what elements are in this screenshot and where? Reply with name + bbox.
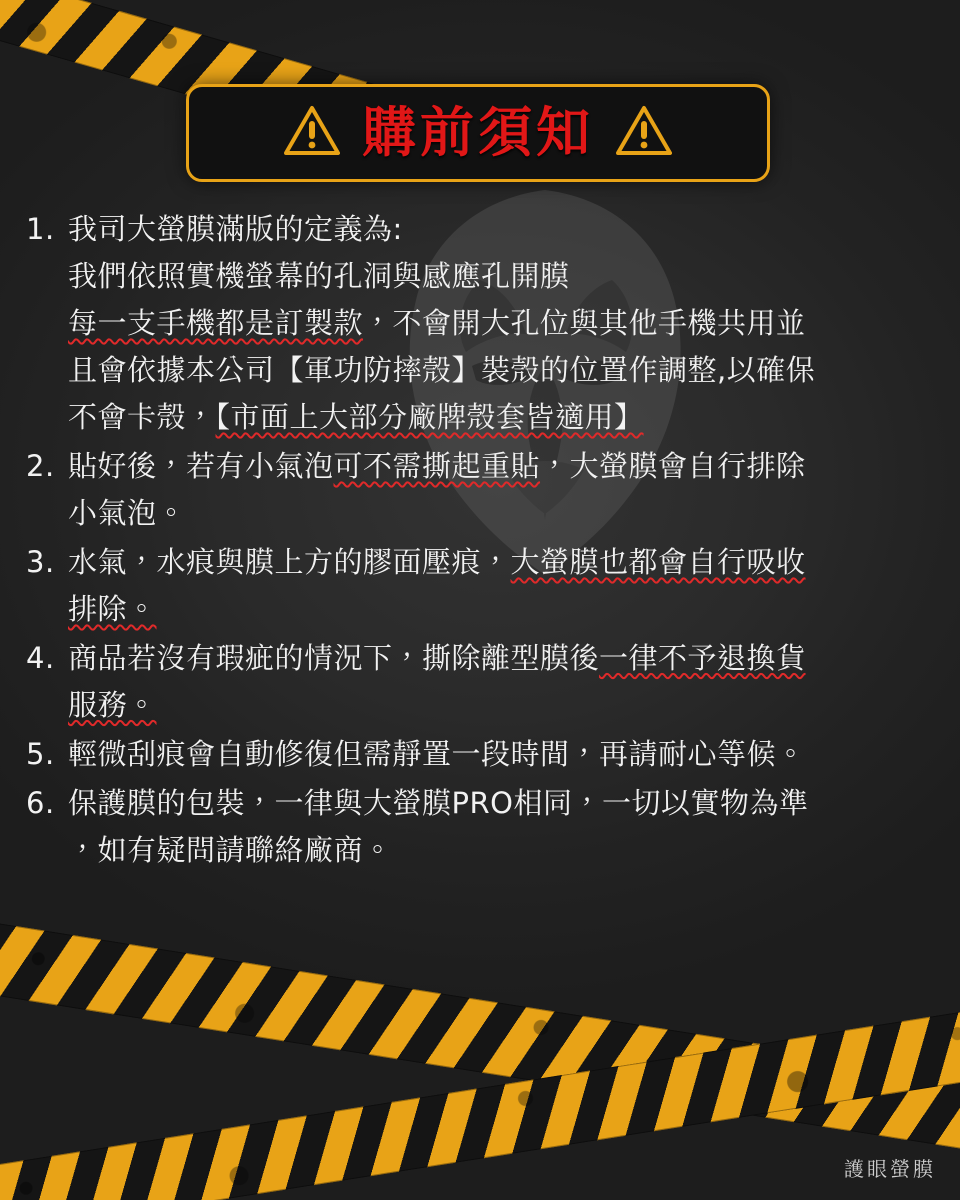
list-item-number: 6. [26, 785, 55, 820]
list-item [26, 206, 938, 441]
notice-list [26, 206, 938, 876]
list-item-text [68, 206, 938, 441]
note-line-emphasis: 每一支手機都是訂製款 [68, 305, 364, 340]
brand-footer: 護眼螢膜 [844, 1157, 936, 1181]
note-line: 小氣泡。 [68, 495, 187, 530]
list-item-text [68, 731, 938, 778]
title-banner [186, 84, 770, 182]
note-line: 輕微刮痕會自動修復但需靜置一段時間，再請耐心等候。 [68, 736, 806, 771]
list-item [26, 635, 938, 729]
note-line: 貼好後，若有小氣泡 [68, 448, 334, 483]
list-item-text [68, 443, 938, 537]
list-item [26, 539, 938, 633]
note-line: ，不會開大孔位與其他手機共用並 [363, 305, 806, 340]
note-line-emphasis: 大螢膜也都會自行吸收 [510, 544, 806, 579]
note-line: 不會卡殼， [68, 399, 216, 434]
list-item [26, 731, 938, 778]
note-line: 我司大螢膜滿版的定義為: [68, 212, 403, 246]
list-item-number: 5. [26, 736, 55, 771]
note-line: 水氣，水痕與膜上方的膠面壓痕， [68, 544, 511, 579]
note-line: 商品若沒有瑕疵的情況下，撕除離型膜後 [68, 640, 600, 675]
note-line: ，如有疑問請聯絡廠商。 [68, 832, 393, 867]
note-line-emphasis: 【市面上大部分廠牌殼套皆適用】 [215, 399, 644, 434]
list-item-number: 1. [26, 212, 55, 246]
warning-triangle-icon [284, 105, 340, 162]
note-line-emphasis: 服務。 [68, 687, 157, 722]
note-line: 且會依據本公司【軍功防摔殼】裝殼的位置作調整,以確保 [68, 352, 816, 387]
list-item-number: 3. [26, 544, 55, 579]
list-item-number: 4. [26, 640, 55, 675]
note-line: 保護膜的包裝，一律與大螢膜PRO相同，一切以實物為準 [68, 785, 809, 820]
page-title: 購前須知 [362, 101, 594, 164]
list-item-number: 2. [26, 448, 55, 483]
list-item [26, 780, 938, 874]
note-line-emphasis: 可不需撕起重貼 [333, 448, 541, 483]
note-line-emphasis: 一律不予退換貨 [599, 640, 806, 675]
list-item [26, 443, 938, 537]
list-item-text [68, 539, 938, 633]
list-item-text [68, 780, 938, 874]
list-item-text [68, 635, 938, 729]
warning-triangle-icon [616, 105, 672, 162]
note-line: ，大螢膜會自行排除 [540, 448, 806, 483]
note-line: 我們依照實機螢幕的孔洞與感應孔開膜 [68, 258, 570, 293]
note-line-emphasis: 排除。 [68, 591, 157, 626]
